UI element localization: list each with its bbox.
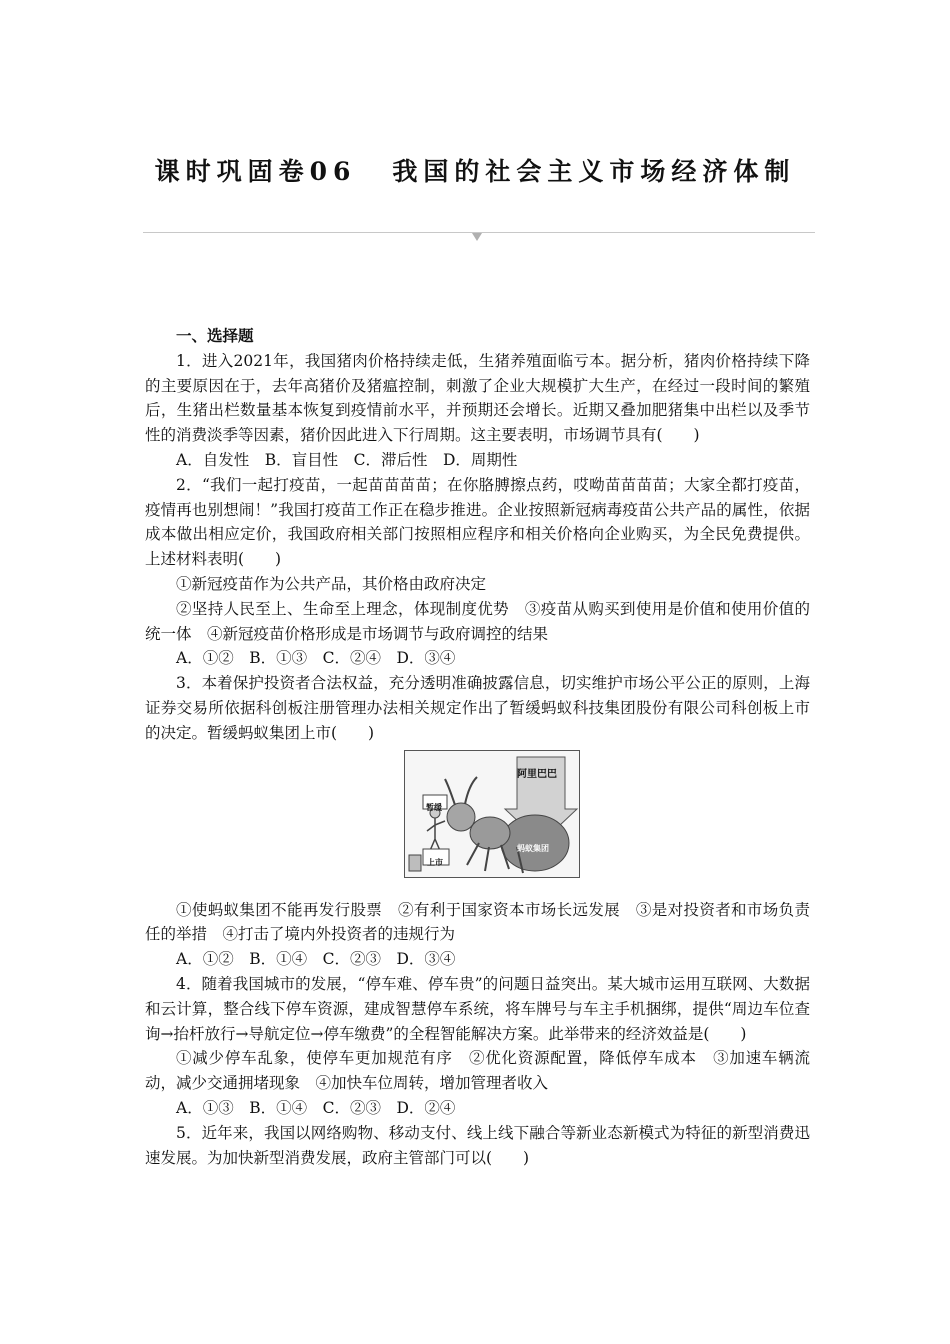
ant-thorax xyxy=(470,817,510,849)
question-3-options: A．①② B．①④ C．②③ D．③④ xyxy=(176,950,456,969)
question-1-options: A．自发性 B．盲目性 C．滞后性 D．周期性 xyxy=(176,450,518,469)
label-pause: 暂缓 xyxy=(426,802,442,812)
label-alibaba: 阿里巴巴 xyxy=(517,768,557,780)
divider-arrow-icon xyxy=(472,233,482,241)
question-4-options: A．①③ B．①④ C．②③ D．②④ xyxy=(176,1098,456,1117)
question-5-stem: 5．近年来，我国以网络购物、移动支付、线上线下融合等新业态新模式为特征的新型消费迅速发展。为加快新型消费发展，政府主管部门可以( ) xyxy=(145,1123,810,1167)
page-title xyxy=(0,152,950,188)
question-2-options: A．①② B．①③ C．②④ D．③④ xyxy=(176,649,456,668)
title-right: 我国的社会主义市场经济体制 xyxy=(392,157,796,186)
question-2-stem: 2．“我们一起打疫苗，一起苗苗苗苗；在你胳膊擦点药，哎呦苗苗苗苗；大家全都打疫苗，疫情再也别想闹！”我国打疫苗工作正在稳步推进。企业按照新冠病毒疫苗公共产品的属性，依据成本做出相应定价，我国政府相关部门按照相应程序和相关价格向企业购买，为全民免费提供。上述材料表明( ) xyxy=(145,475,810,569)
question-4-statements: ①减少停车乱象，使停车更加规范有序 ②优化资源配置，降低停车成本 ③加速车辆流动，减少交通拥堵现象 ④加快车位周转，增加管理者收入 xyxy=(145,1049,810,1093)
question-4-stem: 4．随着我国城市的发展，“停车难、停车贵”的问题日益突出。某大城市运用互联网、大数据和云计算，整合线下停车资源，建成智慧停车系统，将车牌号与车主手机捆绑，提供“周边车位查询→抬杆放行→导航定位→停车缴费”的全程智能解决方案。此举带来的经济效益是( ) xyxy=(145,974,810,1043)
title-left: 课时巩固卷06 xyxy=(154,157,357,186)
label-ant-group: 蚂蚁集团 xyxy=(517,843,549,853)
ant-head xyxy=(447,803,475,831)
label-listing: 上市 xyxy=(427,857,443,867)
question-content xyxy=(145,324,810,1170)
question-2-statements: ②坚持人民至上、生命至上理念，体现制度优势 ③疫苗从购买到使用是价值和使用价值的统一体 ④新冠疫苗价格形成是市场调节与政府调控的结果 xyxy=(145,599,810,643)
question-3-statements: ①使蚂蚁集团不能再发行股票 ②有利于国家资本市场长远发展 ③是对投资者和市场负责任的举措 ④打击了境内外投资者的违规行为 xyxy=(145,900,810,944)
question-3-stem: 3．本着保护投资者合法权益，充分透明准确披露信息，切实维护市场公平公正的原则，上海证券交易所依据科创板注册管理办法相关规定作出了暂缓蚂蚁科技集团股份有限公司科创板上市的决定。暂缓蚂蚁集团上市( ) xyxy=(145,674,810,742)
cartoon-figure xyxy=(404,750,580,878)
question-2-statement-1: ①新冠疫苗作为公共产品，其价格由政府决定 xyxy=(176,574,487,593)
ant-antenna xyxy=(465,777,477,804)
section-heading: 一、选择题 xyxy=(176,327,254,345)
bucket xyxy=(409,855,421,871)
person-body xyxy=(427,818,445,853)
question-1-stem: 1．进入2021年，我国猪肉价格持续走低，生猪养殖面临亏本。据分析，猪肉价格持续下降的主要原因在于，去年高猪价及猪瘟控制，刺激了企业大规模扩大生产，在经过一段时间的繁殖后，生猪出栏数量基本恢复到疫情前水平，并预期还会增长。近期又叠加肥猪集中出栏以及季节性的消费淡季等因素，猪价因此进入下行周期。这主要表明，市场调节具有( ) xyxy=(145,351,810,445)
